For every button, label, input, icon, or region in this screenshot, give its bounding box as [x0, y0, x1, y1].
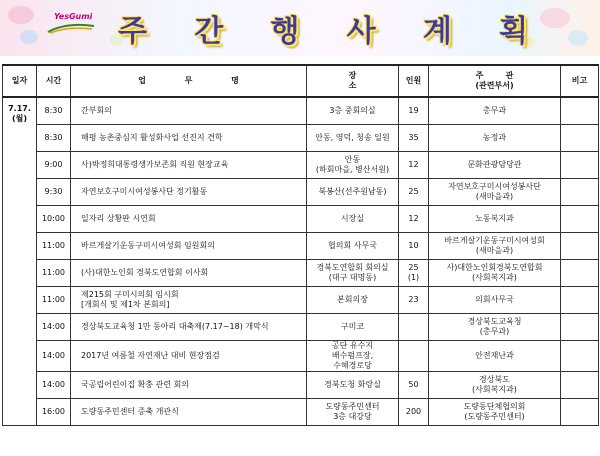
- table-row: [3, 206, 599, 233]
- header-time: 시간: [37, 65, 71, 97]
- cell-time: 14:00: [37, 314, 71, 341]
- table-row: [3, 97, 599, 125]
- cell-time: 11:00: [37, 287, 71, 314]
- cell-count: 12: [399, 152, 429, 179]
- cell-time: 11:00: [37, 260, 71, 287]
- cell-place: 협의회 사무국: [307, 233, 399, 260]
- cell-host: 의회사무국: [429, 287, 561, 314]
- cell-host: 경상북도 (사회복지과): [429, 372, 561, 399]
- title-char: 행: [270, 14, 300, 49]
- decor-petal: [8, 6, 34, 24]
- table-row: [3, 125, 599, 152]
- cell-place: 도량동주민센터 3층 대강당: [307, 399, 399, 426]
- cell-count: 35: [399, 125, 429, 152]
- cell-count: [399, 341, 429, 372]
- city-logo: [44, 8, 104, 38]
- cell-host: 자연보호구미시여성봉사단 (새마을과): [429, 179, 561, 206]
- cell-work: 국공립어린이집 확충 관련 회의: [71, 372, 307, 399]
- cell-work: (사)대한노인회 경북도연합회 이사회: [71, 260, 307, 287]
- cell-host: 노동복지과: [429, 206, 561, 233]
- cell-work: 바르게살기운동구미시여성회 임원회의: [71, 233, 307, 260]
- table-row: [3, 287, 599, 314]
- header-count: 인원: [399, 65, 429, 97]
- table-header-row: [3, 65, 599, 97]
- cell-work: 간부회의: [71, 97, 307, 125]
- cell-place: 북봉산(선주원남동): [307, 179, 399, 206]
- cell-host: 농정과: [429, 125, 561, 152]
- cell-place: 공단 유수지 배수펌프장, 수해경로당: [307, 341, 399, 372]
- header-work: [71, 65, 307, 97]
- schedule-table: [2, 64, 599, 426]
- cell-count: 50: [399, 372, 429, 399]
- table-body: [3, 97, 599, 426]
- cell-note: [561, 97, 599, 125]
- header-place-char: 소: [348, 81, 357, 90]
- decor-petal: [540, 8, 570, 28]
- table-row: [3, 152, 599, 179]
- cell-place: 안동 (하회마을, 병산서원): [307, 152, 399, 179]
- cell-note: [561, 179, 599, 206]
- cell-place: 3층 중회의실: [307, 97, 399, 125]
- table-row: [3, 314, 599, 341]
- title-char: 획: [499, 14, 528, 49]
- cell-note: [561, 372, 599, 399]
- table-row: [3, 372, 599, 399]
- header-place: [307, 65, 399, 97]
- cell-place: 시장실: [307, 206, 399, 233]
- cell-note: [561, 152, 599, 179]
- cell-note: [561, 233, 599, 260]
- title-char: 간: [194, 14, 224, 49]
- cell-note: [561, 125, 599, 152]
- cell-host: 안전재난과: [429, 341, 561, 372]
- table-row: [3, 179, 599, 206]
- cell-note: [561, 206, 599, 233]
- cell-time: 14:00: [37, 341, 71, 372]
- cell-host: 사)대한노인회경북도연합회 (사회복지과): [429, 260, 561, 287]
- cell-date: 7.17. (월): [3, 97, 37, 426]
- cell-host: 경상북도교육청 (총무과): [429, 314, 561, 341]
- header-work-char: 무: [184, 76, 193, 85]
- cell-work: 자연보호구미시여성봉사단 정기활동: [71, 179, 307, 206]
- cell-count: [399, 314, 429, 341]
- schedule-table-wrap: [2, 64, 598, 426]
- cell-work: 해평 농촌중심지 활성화사업 선진지 견학: [71, 125, 307, 152]
- cell-host: 도량동단체협의회 (도량동주민센터): [429, 399, 561, 426]
- header-host-sub: (관련부서): [475, 81, 514, 90]
- cell-time: 8:30: [37, 125, 71, 152]
- header-work-char: 업: [138, 76, 146, 85]
- table-row: [3, 233, 599, 260]
- logo-swoosh-icon: [46, 22, 96, 34]
- cell-work: 제215회 구미시의회 임시회 [개회식 및 제1차 본회의]: [71, 287, 307, 314]
- cell-note: [561, 287, 599, 314]
- title-char: 계: [422, 14, 452, 49]
- cell-note: [561, 341, 599, 372]
- header-host: [429, 65, 561, 97]
- table-row: [3, 260, 599, 287]
- header-date: 일자: [3, 65, 37, 97]
- cell-place: 안동, 영덕, 청송 일원: [307, 125, 399, 152]
- header-work-char: 명: [231, 76, 239, 85]
- header-host-label: 주 관: [475, 71, 514, 80]
- cell-place: 본회의장: [307, 287, 399, 314]
- cell-host: 바르게살기운동구미시여성회 (새마을과): [429, 233, 561, 260]
- cell-note: [561, 399, 599, 426]
- cell-time: 8:30: [37, 97, 71, 125]
- header-note: 비고: [561, 65, 599, 97]
- cell-time: 16:00: [37, 399, 71, 426]
- table-row: [3, 341, 599, 372]
- cell-note: [561, 314, 599, 341]
- cell-place: 경북도청 화랑실: [307, 372, 399, 399]
- cell-count: 200: [399, 399, 429, 426]
- cell-work: 2017년 여름철 자연재난 대비 현장점검: [71, 341, 307, 372]
- table-row: [3, 399, 599, 426]
- cell-time: 14:00: [37, 372, 71, 399]
- cell-place: 구미코: [307, 314, 399, 341]
- page-title: [118, 5, 528, 51]
- title-char: 사: [346, 14, 376, 49]
- cell-count: 12: [399, 206, 429, 233]
- cell-count: 19: [399, 97, 429, 125]
- cell-work: 사)박정희대통령생가보존회 직원 현장교육: [71, 152, 307, 179]
- cell-work: 도량동주민센터 증축 개관식: [71, 399, 307, 426]
- cell-time: 9:30: [37, 179, 71, 206]
- cell-host: 총무과: [429, 97, 561, 125]
- cell-host: 문화관광담당관: [429, 152, 561, 179]
- cell-place: 경북도연합회 회의실 (대구 대명동): [307, 260, 399, 287]
- logo-text: YesGumi: [54, 12, 93, 21]
- cell-time: 9:00: [37, 152, 71, 179]
- header-place-char: 장: [348, 71, 357, 80]
- cell-count: 23: [399, 287, 429, 314]
- cell-count: 25 (1): [399, 260, 429, 287]
- cell-work: 경상북도교육청 1만 동아리 대축제(7.17~18) 개막식: [71, 314, 307, 341]
- cell-count: 10: [399, 233, 429, 260]
- cell-work: 일자리 상황판 시연회: [71, 206, 307, 233]
- page-header: [0, 0, 600, 56]
- cell-time: 11:00: [37, 233, 71, 260]
- cell-time: 10:00: [37, 206, 71, 233]
- title-char: 주: [118, 14, 147, 49]
- cell-count: 25: [399, 179, 429, 206]
- decor-petal: [20, 30, 38, 44]
- cell-note: [561, 260, 599, 287]
- decor-petal: [568, 30, 588, 46]
